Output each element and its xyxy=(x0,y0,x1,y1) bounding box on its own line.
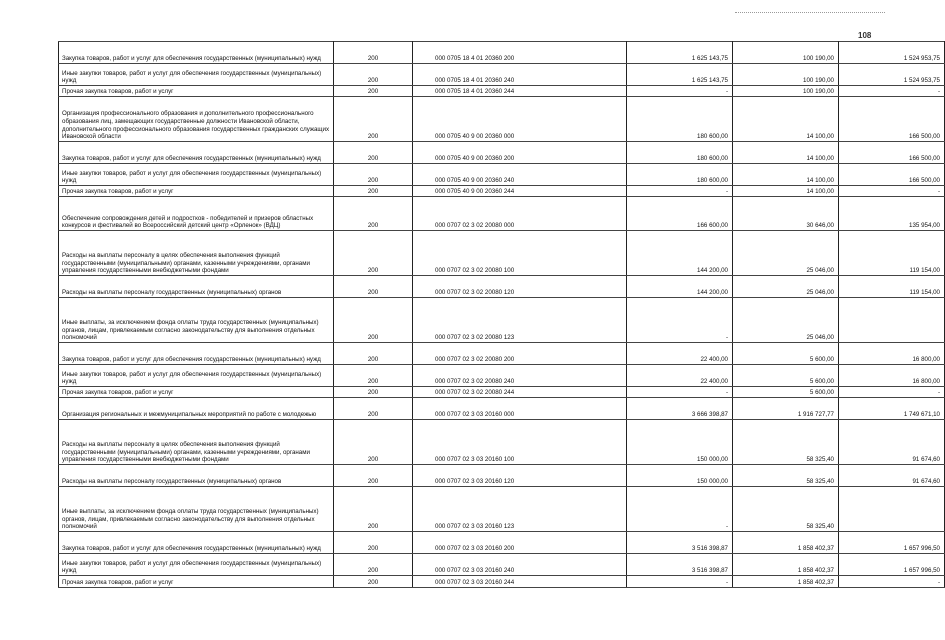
approved-amount: 180 600,00 xyxy=(627,97,733,142)
approved-amount: 3 666 398,87 xyxy=(627,398,733,420)
table-row xyxy=(59,465,945,487)
budget-classification-code: 000 0705 40 9 00 20360 000 xyxy=(413,97,627,142)
table-row xyxy=(59,231,945,276)
budget-classification-code: 000 0705 18 4 01 20360 240 xyxy=(413,64,627,86)
expense-name: Организация региональных и межмуниципальных мероприятий по работе с молодежью xyxy=(59,398,334,420)
executed-amount: 100 190,00 xyxy=(733,86,839,97)
unexecuted-amount xyxy=(839,298,945,343)
line-code: 200 xyxy=(334,487,413,532)
line-code: 200 xyxy=(334,276,413,298)
table-row xyxy=(59,186,945,197)
executed-amount: 58 325,40 xyxy=(733,465,839,487)
unexecuted-amount: 1 657 996,50 xyxy=(839,532,945,554)
line-code: 200 xyxy=(334,576,413,588)
unexecuted-amount: 119 154,00 xyxy=(839,231,945,276)
line-code: 200 xyxy=(334,142,413,164)
approved-amount: - xyxy=(627,576,733,588)
executed-amount: 1 858 402,37 xyxy=(733,576,839,588)
executed-amount: 100 190,00 xyxy=(733,42,839,64)
budget-classification-code: 000 0707 02 3 02 20080 000 xyxy=(413,197,627,231)
unexecuted-amount: 16 800,00 xyxy=(839,343,945,365)
expense-name: Закупка товаров, работ и услуг для обеспечения государственных (муниципальных) нужд xyxy=(59,42,334,64)
expense-name: Прочая закупка товаров, работ и услуг xyxy=(59,387,334,398)
line-code: 200 xyxy=(334,164,413,186)
expense-name: Расходы на выплаты персоналу государственных (муниципальных) органов xyxy=(59,465,334,487)
line-code: 200 xyxy=(334,97,413,142)
table-row xyxy=(59,298,945,343)
executed-amount: 1 858 402,37 xyxy=(733,532,839,554)
budget-classification-code: 000 0707 02 3 03 20160 244 xyxy=(413,576,627,588)
budget-classification-code: 000 0707 02 3 03 20160 100 xyxy=(413,420,627,465)
budget-classification-code: 000 0705 18 4 01 20360 200 xyxy=(413,42,627,64)
unexecuted-amount: 1 524 953,75 xyxy=(839,42,945,64)
line-code: 200 xyxy=(334,554,413,576)
expense-name: Расходы на выплаты персоналу в целях обеспечения выполнения функций государственными (муниципальными) органами, казенными учреждениями, органами управления государственными внебюджетными фондами xyxy=(59,231,334,276)
executed-amount: 25 046,00 xyxy=(733,276,839,298)
table-row xyxy=(59,532,945,554)
executed-amount: 1 916 727,77 xyxy=(733,398,839,420)
expense-name: Обеспечение сопровождения детей и подростков - победителей и призеров областных конкурсов и фестивалей во Всероссийский детский центр «Орленок» (ВДЦ) xyxy=(59,197,334,231)
table-row xyxy=(59,487,945,532)
approved-amount: - xyxy=(627,387,733,398)
table-row xyxy=(59,365,945,387)
unexecuted-amount: - xyxy=(839,387,945,398)
approved-amount: - xyxy=(627,86,733,97)
approved-amount: 144 200,00 xyxy=(627,276,733,298)
approved-amount: 144 200,00 xyxy=(627,231,733,276)
line-code: 200 xyxy=(334,186,413,197)
approved-amount: - xyxy=(627,487,733,532)
budget-classification-code: 000 0707 02 3 02 20080 200 xyxy=(413,343,627,365)
unexecuted-amount: 1 749 671,10 xyxy=(839,398,945,420)
budget-classification-code: 000 0707 02 3 02 20080 100 xyxy=(413,231,627,276)
executed-amount: 58 325,40 xyxy=(733,420,839,465)
line-code: 200 xyxy=(334,387,413,398)
budget-classification-code: 000 0705 18 4 01 20360 244 xyxy=(413,86,627,97)
unexecuted-amount: 166 500,00 xyxy=(839,97,945,142)
unexecuted-amount: 16 800,00 xyxy=(839,365,945,387)
expense-name: Иные закупки товаров, работ и услуг для обеспечения государственных (муниципальных) нужд xyxy=(59,554,334,576)
line-code: 200 xyxy=(334,298,413,343)
expense-name: Закупка товаров, работ и услуг для обеспечения государственных (муниципальных) нужд xyxy=(59,142,334,164)
approved-amount: - xyxy=(627,186,733,197)
table-row xyxy=(59,576,945,588)
line-code: 200 xyxy=(334,398,413,420)
unexecuted-amount: - xyxy=(839,186,945,197)
line-code: 200 xyxy=(334,343,413,365)
executed-amount: 100 190,00 xyxy=(733,64,839,86)
expense-name: Организация профессионального образования и дополнительного профессионального образования лиц, замещающих государственные должности Ивановской области, дополнительного профессионального образования государственных гражданских служащих Ивановской области xyxy=(59,97,334,142)
budget-classification-code: 000 0707 02 3 03 20160 000 xyxy=(413,398,627,420)
page-number: 108 xyxy=(858,31,872,40)
expense-name: Расходы на выплаты персоналу государственных (муниципальных) органов xyxy=(59,276,334,298)
expense-name: Иные выплаты, за исключением фонда оплаты труда государственных (муниципальных) органов, лицам, привлекаемым согласно законодательству для выполнения отдельных полномочий xyxy=(59,298,334,343)
budget-execution-table xyxy=(58,41,945,588)
line-code: 200 xyxy=(334,365,413,387)
unexecuted-amount: 119 154,00 xyxy=(839,276,945,298)
budget-classification-code: 000 0707 02 3 03 20160 200 xyxy=(413,532,627,554)
executed-amount: 1 858 402,37 xyxy=(733,554,839,576)
executed-amount: 14 100,00 xyxy=(733,186,839,197)
table-row xyxy=(59,276,945,298)
unexecuted-amount: 91 674,60 xyxy=(839,465,945,487)
budget-classification-code: 000 0707 02 3 02 20080 123 xyxy=(413,298,627,343)
budget-classification-code: 000 0707 02 3 02 20080 240 xyxy=(413,365,627,387)
expense-name: Закупка товаров, работ и услуг для обеспечения государственных (муниципальных) нужд xyxy=(59,532,334,554)
line-code: 200 xyxy=(334,231,413,276)
expense-name: Иные закупки товаров, работ и услуг для обеспечения государственных (муниципальных) нужд xyxy=(59,64,334,86)
unexecuted-amount: - xyxy=(839,576,945,588)
line-code: 200 xyxy=(334,465,413,487)
unexecuted-amount: 166 500,00 xyxy=(839,164,945,186)
line-code: 200 xyxy=(334,420,413,465)
expense-name: Прочая закупка товаров, работ и услуг xyxy=(59,576,334,588)
expense-name: Закупка товаров, работ и услуг для обеспечения государственных (муниципальных) нужд xyxy=(59,343,334,365)
table-row xyxy=(59,343,945,365)
budget-classification-code: 000 0707 02 3 03 20160 123 xyxy=(413,487,627,532)
executed-amount: 14 100,00 xyxy=(733,97,839,142)
unexecuted-amount: 91 674,60 xyxy=(839,420,945,465)
table-row xyxy=(59,142,945,164)
line-code: 200 xyxy=(334,42,413,64)
budget-classification-code: 000 0707 02 3 03 20160 120 xyxy=(413,465,627,487)
executed-amount: 25 046,00 xyxy=(733,231,839,276)
line-code: 200 xyxy=(334,86,413,97)
line-code: 200 xyxy=(334,532,413,554)
budget-classification-code: 000 0705 40 9 00 20360 244 xyxy=(413,186,627,197)
table-row xyxy=(59,387,945,398)
executed-amount: 5 600,00 xyxy=(733,343,839,365)
approved-amount: 150 000,00 xyxy=(627,465,733,487)
expense-name: Прочая закупка товаров, работ и услуг xyxy=(59,86,334,97)
table-row xyxy=(59,554,945,576)
budget-classification-code: 000 0707 02 3 02 20080 244 xyxy=(413,387,627,398)
table-row xyxy=(59,42,945,64)
approved-amount: 3 516 398,87 xyxy=(627,554,733,576)
approved-amount: - xyxy=(627,298,733,343)
approved-amount: 150 000,00 xyxy=(627,420,733,465)
line-code: 200 xyxy=(334,197,413,231)
line-code: 200 xyxy=(334,64,413,86)
table-body xyxy=(59,42,945,588)
table-row xyxy=(59,164,945,186)
table-row xyxy=(59,420,945,465)
executed-amount: 5 600,00 xyxy=(733,365,839,387)
unexecuted-amount: 135 954,00 xyxy=(839,197,945,231)
table-row xyxy=(59,197,945,231)
executed-amount: 5 600,00 xyxy=(733,387,839,398)
expense-name: Иные закупки товаров, работ и услуг для обеспечения государственных (муниципальных) нужд xyxy=(59,164,334,186)
table-row xyxy=(59,86,945,97)
unexecuted-amount: 1 524 953,75 xyxy=(839,64,945,86)
table-row xyxy=(59,97,945,142)
expense-name: Прочая закупка товаров, работ и услуг xyxy=(59,186,334,197)
approved-amount: 180 600,00 xyxy=(627,142,733,164)
executed-amount: 30 646,00 xyxy=(733,197,839,231)
approved-amount: 1 625 143,75 xyxy=(627,64,733,86)
unexecuted-amount: - xyxy=(839,86,945,97)
table-row xyxy=(59,64,945,86)
approved-amount: 180 600,00 xyxy=(627,164,733,186)
scan-artifact-line xyxy=(735,12,885,13)
expense-name: Иные выплаты, за исключением фонда оплаты труда государственных (муниципальных) органов, лицам, привлекаемым согласно законодательству для выполнения отдельных полномочий xyxy=(59,487,334,532)
executed-amount: 14 100,00 xyxy=(733,142,839,164)
approved-amount: 22 400,00 xyxy=(627,343,733,365)
budget-classification-code: 000 0705 40 9 00 20360 200 xyxy=(413,142,627,164)
table-row xyxy=(59,398,945,420)
budget-classification-code: 000 0707 02 3 03 20160 240 xyxy=(413,554,627,576)
approved-amount: 22 400,00 xyxy=(627,365,733,387)
budget-classification-code: 000 0707 02 3 02 20080 120 xyxy=(413,276,627,298)
executed-amount: 14 100,00 xyxy=(733,164,839,186)
unexecuted-amount xyxy=(839,487,945,532)
budget-classification-code: 000 0705 40 9 00 20360 240 xyxy=(413,164,627,186)
expense-name: Расходы на выплаты персоналу в целях обеспечения выполнения функций государственными (муниципальными) органами, казенными учреждениями, органами управления государственными внебюджетными фондами xyxy=(59,420,334,465)
approved-amount: 166 600,00 xyxy=(627,197,733,231)
unexecuted-amount: 1 657 996,50 xyxy=(839,554,945,576)
approved-amount: 3 516 398,87 xyxy=(627,532,733,554)
unexecuted-amount: 166 500,00 xyxy=(839,142,945,164)
approved-amount: 1 625 143,75 xyxy=(627,42,733,64)
executed-amount: 58 325,40 xyxy=(733,487,839,532)
expense-name: Иные закупки товаров, работ и услуг для обеспечения государственных (муниципальных) нужд xyxy=(59,365,334,387)
executed-amount: 25 046,00 xyxy=(733,298,839,343)
